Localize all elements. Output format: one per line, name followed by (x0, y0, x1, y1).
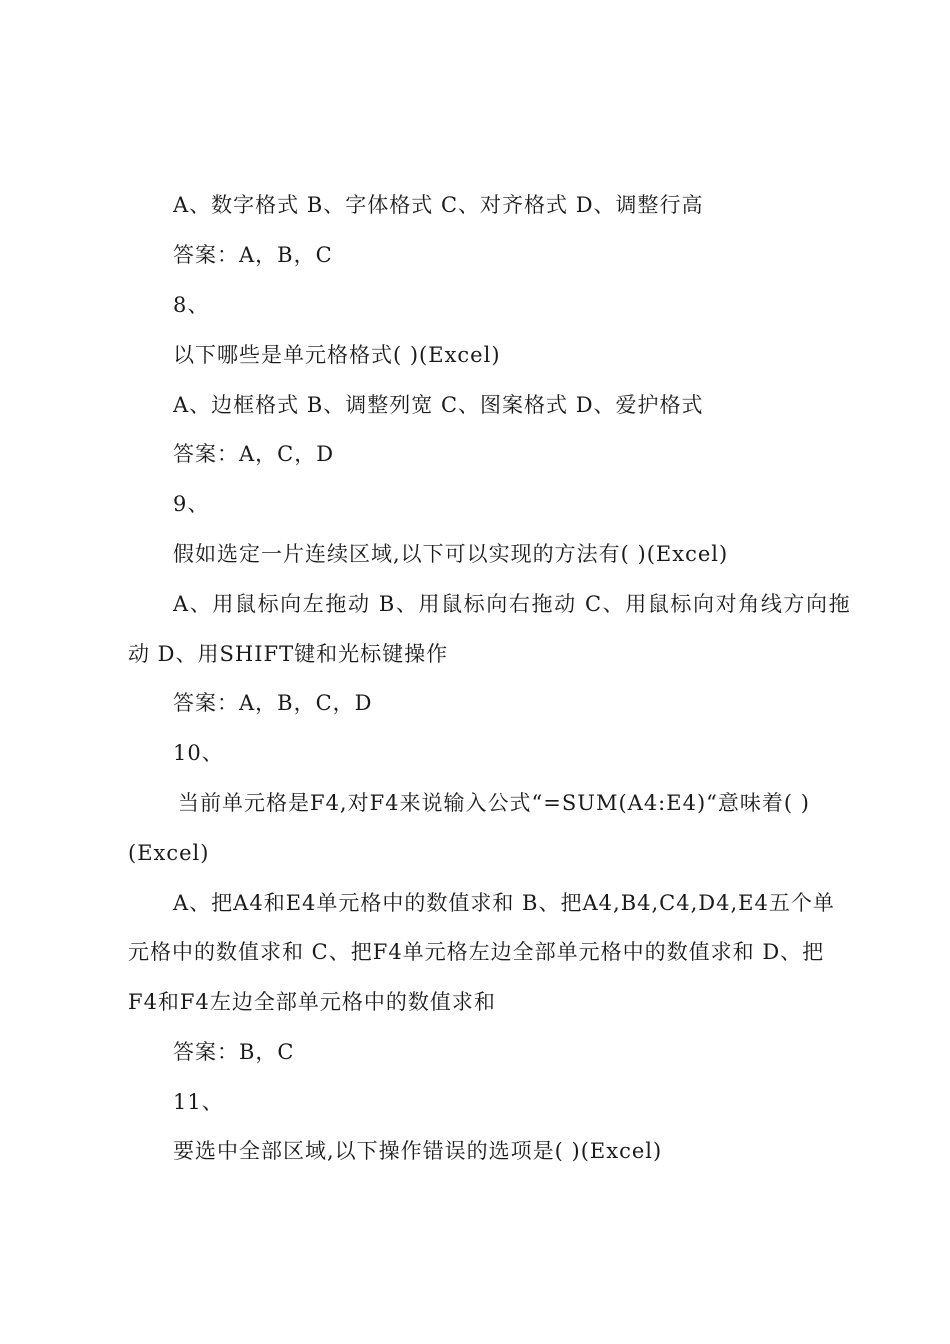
q10-options-line2: 元格中的数值求和 C、把F4单元格左边全部单元格中的数值求和 D、把 (128, 940, 825, 964)
q9-answer: 答案：A，B，C，D (173, 691, 373, 715)
q9-number: 9、 (173, 492, 210, 516)
q10-options-line3: F4和F4左边全部单元格中的数值求和 (128, 990, 496, 1014)
q11-number: 11、 (173, 1090, 224, 1114)
q8-question: 以下哪些是单元格格式( )(Excel) (173, 343, 501, 367)
q8-options: A、边框格式 B、调整列宽 C、图案格式 D、爱护格式 (173, 393, 704, 417)
q10-options-line1: A、把A4和E4单元格中的数值求和 B、把A4,B4,C4,D4,E4五个单 (173, 891, 835, 915)
q8-number: 8、 (173, 293, 210, 317)
q7-answer: 答案：A，B，C (173, 243, 333, 267)
q7-options: A、数字格式 B、字体格式 C、对齐格式 D、调整行高 (173, 193, 704, 217)
q10-number: 10、 (173, 741, 224, 765)
q9-options-line1: A、用鼠标向左拖动 B、用鼠标向右拖动 C、用鼠标向对角线方向拖 (173, 592, 852, 616)
q10-question-line2: (Excel) (128, 841, 210, 865)
q8-answer: 答案：A，C，D (173, 442, 335, 466)
q10-question-line1: 当前单元格是F4,对F4来说输入公式“=SUM(A4:E4)“意味着( ) (178, 791, 810, 815)
q11-question: 要选中全部区域,以下操作错误的选项是( )(Excel) (173, 1139, 663, 1163)
q9-question: 假如选定一片连续区域,以下可以实现的方法有( )(Excel) (173, 542, 729, 566)
q10-answer: 答案：B，C (173, 1040, 295, 1064)
q9-options-line2: 动 D、用SHIFT键和光标键操作 (128, 642, 449, 666)
